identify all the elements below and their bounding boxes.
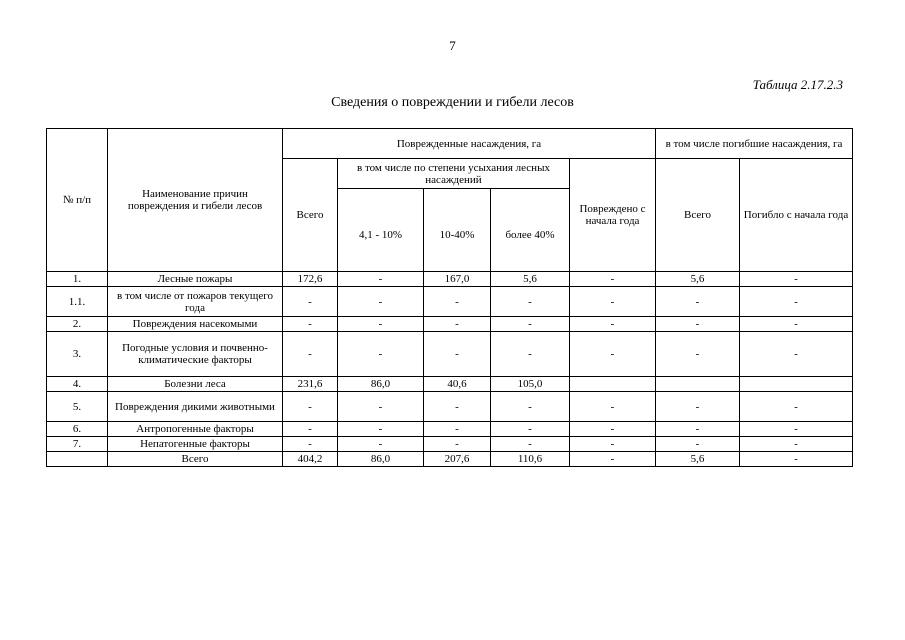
row-d3: 105,0	[491, 377, 570, 392]
row-name: в том числе от пожаров текущего года	[108, 287, 283, 317]
row-dead-total: -	[656, 332, 740, 377]
table-row	[47, 332, 853, 377]
total-d1: 86,0	[338, 452, 424, 467]
table-row	[47, 437, 853, 452]
row-since: -	[570, 437, 656, 452]
row-num: 5.	[47, 392, 108, 422]
row-d1: -	[338, 392, 424, 422]
row-total: -	[283, 422, 338, 437]
row-d2: -	[424, 392, 491, 422]
page-number: 7	[449, 38, 456, 53]
header-damaged-group: Поврежденные насаждения, га	[283, 129, 656, 159]
row-d3: -	[491, 332, 570, 377]
row-d3: 5,6	[491, 272, 570, 287]
row-dead-total: -	[656, 317, 740, 332]
table-row	[47, 287, 853, 317]
header-damaged-since: Повреждено с начала года	[570, 159, 656, 272]
row-num: 3.	[47, 332, 108, 377]
total-total: 404,2	[283, 452, 338, 467]
row-d3: -	[491, 422, 570, 437]
row-dead-total: -	[656, 437, 740, 452]
row-dead-total: -	[656, 422, 740, 437]
header-d1: 4,1 - 10%	[338, 189, 424, 272]
row-d2: -	[424, 437, 491, 452]
row-num: 2.	[47, 317, 108, 332]
row-d3: -	[491, 437, 570, 452]
row-d3: -	[491, 317, 570, 332]
row-since: -	[570, 392, 656, 422]
row-d2: 167,0	[424, 272, 491, 287]
row-total: -	[283, 317, 338, 332]
header-drying-group: в том числе по степени усыхания лесных насаждений	[338, 159, 570, 189]
row-total: -	[283, 287, 338, 317]
header-total: Всего	[283, 159, 338, 272]
forest-damage-table	[46, 128, 853, 467]
row-d1: 86,0	[338, 377, 424, 392]
row-d1: -	[338, 317, 424, 332]
row-total: -	[283, 437, 338, 452]
row-name: Болезни леса	[108, 377, 283, 392]
row-total: 231,6	[283, 377, 338, 392]
row-dead-since: -	[740, 287, 853, 317]
table-title: Сведения о повреждении и гибели лесов	[331, 95, 574, 110]
total-d2: 207,6	[424, 452, 491, 467]
row-num: 7.	[47, 437, 108, 452]
header-d2: 10-40%	[424, 189, 491, 272]
row-d1: -	[338, 287, 424, 317]
row-dead-since: -	[740, 317, 853, 332]
row-d1: -	[338, 422, 424, 437]
row-dead-since: -	[740, 422, 853, 437]
row-dead-since: -	[740, 392, 853, 422]
row-d2: -	[424, 317, 491, 332]
row-dead-total	[656, 377, 740, 392]
row-dead-total: -	[656, 392, 740, 422]
row-total: -	[283, 332, 338, 377]
row-num: 6.	[47, 422, 108, 437]
table-row	[47, 317, 853, 332]
total-dead-total: 5,6	[656, 452, 740, 467]
row-name: Антропогенные факторы	[108, 422, 283, 437]
row-d3: -	[491, 392, 570, 422]
row-d2: -	[424, 332, 491, 377]
table-row	[47, 272, 853, 287]
row-total: -	[283, 392, 338, 422]
row-d2: -	[424, 422, 491, 437]
row-d2: -	[424, 287, 491, 317]
total-num	[47, 452, 108, 467]
table-row	[47, 377, 853, 392]
table-row	[47, 422, 853, 437]
row-dead-since	[740, 377, 853, 392]
row-num: 4.	[47, 377, 108, 392]
row-dead-since: -	[740, 332, 853, 377]
row-dead-total: -	[656, 287, 740, 317]
row-since: -	[570, 317, 656, 332]
row-num: 1.1.	[47, 287, 108, 317]
row-name: Погодные условия и почвенно-климатические факторы	[108, 332, 283, 377]
row-dead-since: -	[740, 272, 853, 287]
row-since: -	[570, 332, 656, 377]
header-dead-total: Всего	[656, 159, 740, 272]
header-cause: Наименование причин повреждения и гибели лесов	[108, 129, 283, 272]
row-name: Повреждения дикими животными	[108, 392, 283, 422]
total-d3: 110,6	[491, 452, 570, 467]
row-name: Лесные пожары	[108, 272, 283, 287]
row-d1: -	[338, 437, 424, 452]
row-name: Непатогенные факторы	[108, 437, 283, 452]
header-dead-group: в том числе погибшие насаждения, га	[656, 129, 853, 159]
row-dead-total: 5,6	[656, 272, 740, 287]
row-total: 172,6	[283, 272, 338, 287]
table-row	[47, 392, 853, 422]
header-d3: более 40%	[491, 189, 570, 272]
row-d1: -	[338, 332, 424, 377]
row-since: -	[570, 422, 656, 437]
row-num: 1.	[47, 272, 108, 287]
table-number: Таблица 2.17.2.3	[752, 77, 843, 92]
total-dead-since: -	[740, 452, 853, 467]
row-d2: 40,6	[424, 377, 491, 392]
row-dead-since: -	[740, 437, 853, 452]
header-num: № п/п	[47, 129, 108, 272]
total-name: Всего	[108, 452, 283, 467]
row-since	[570, 377, 656, 392]
row-d1: -	[338, 272, 424, 287]
row-since: -	[570, 272, 656, 287]
total-row	[47, 452, 853, 467]
row-name: Повреждения насекомыми	[108, 317, 283, 332]
total-since: -	[570, 452, 656, 467]
row-d3: -	[491, 287, 570, 317]
header-dead-since: Погибло с начала года	[740, 159, 853, 272]
row-since: -	[570, 287, 656, 317]
